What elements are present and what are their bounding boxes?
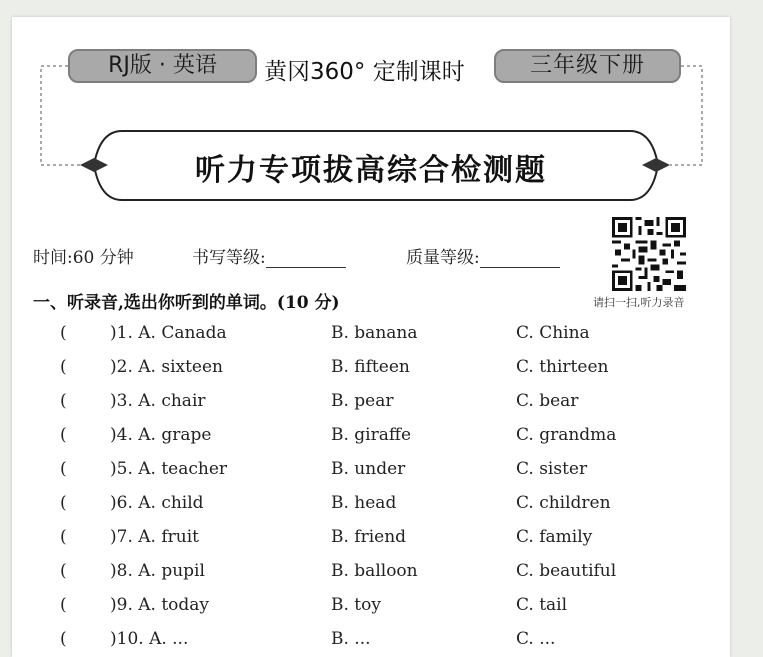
option-a: )1. A. Canada [110,323,227,343]
option-b: B. giraffe [331,425,412,445]
answer-bracket[interactable]: ( [60,629,67,649]
writing-grade-blank[interactable] [266,249,346,268]
option-a: )5. A. teacher [110,459,228,479]
option-a: )3. A. chair [110,391,206,411]
qr-caption: 请扫一扫,听力录音 [593,296,685,309]
option-c: C. tail [516,595,568,615]
option-b: B. pear [331,391,394,411]
answer-bracket[interactable]: ( [60,425,67,445]
option-a: )4. A. grape [110,425,212,445]
qr-code-icon[interactable] [612,217,686,291]
question-row [12,493,730,523]
option-b: B. ... [331,629,371,649]
option-b: B. toy [331,595,381,615]
option-b: B. banana [331,323,418,343]
option-c: C. ... [516,629,556,649]
quality-grade [406,243,560,268]
option-c: C. children [516,493,611,513]
worksheet-page [12,17,730,657]
answer-bracket[interactable]: ( [60,595,67,615]
option-c: C. sister [516,459,588,479]
option-a: )6. A. child [110,493,204,513]
question-row [12,323,730,353]
section-heading: 一、听录音,选出你听到的单词。(10 分) [33,293,340,313]
writing-grade [192,243,346,268]
option-a: )10. A. ... [110,629,189,649]
question-row [12,425,730,455]
option-a: )9. A. today [110,595,210,615]
edition-badge: RJ版 · 英语 [68,49,257,83]
question-row [12,629,730,657]
time-label: 时间:60 分钟 [33,248,134,268]
option-c: C. family [516,527,593,547]
option-a: )8. A. pupil [110,561,205,581]
question-row [12,391,730,421]
answer-bracket[interactable]: ( [60,357,67,377]
question-row [12,595,730,625]
question-row [12,527,730,557]
answer-bracket[interactable]: ( [60,493,67,513]
answer-bracket[interactable]: ( [60,323,67,343]
quality-grade-label: 质量等级: [406,248,480,268]
option-a: )2. A. sixteen [110,357,223,377]
question-row [12,561,730,591]
option-b: B. head [331,493,397,513]
option-a: )7. A. fruit [110,527,199,547]
question-row [12,459,730,489]
answer-bracket[interactable]: ( [60,527,67,547]
option-b: B. balloon [331,561,418,581]
answer-bracket[interactable]: ( [60,391,67,411]
answer-bracket[interactable]: ( [60,459,67,479]
answer-bracket[interactable]: ( [60,561,67,581]
option-c: C. thirteen [516,357,609,377]
option-b: B. friend [331,527,407,547]
option-c: C. bear [516,391,579,411]
option-c: C. China [516,323,590,343]
grade-badge: 三年级下册 [494,49,681,83]
series-title: 黄冈360° 定制课时 [264,59,465,85]
quality-grade-blank[interactable] [480,249,560,268]
option-b: B. under [331,459,406,479]
option-c: C. grandma [516,425,617,445]
page-title: 听力专项拔高综合检测题 [195,153,547,188]
option-c: C. beautiful [516,561,617,581]
question-row [12,357,730,387]
option-b: B. fifteen [331,357,410,377]
writing-grade-label: 书写等级: [192,248,266,268]
